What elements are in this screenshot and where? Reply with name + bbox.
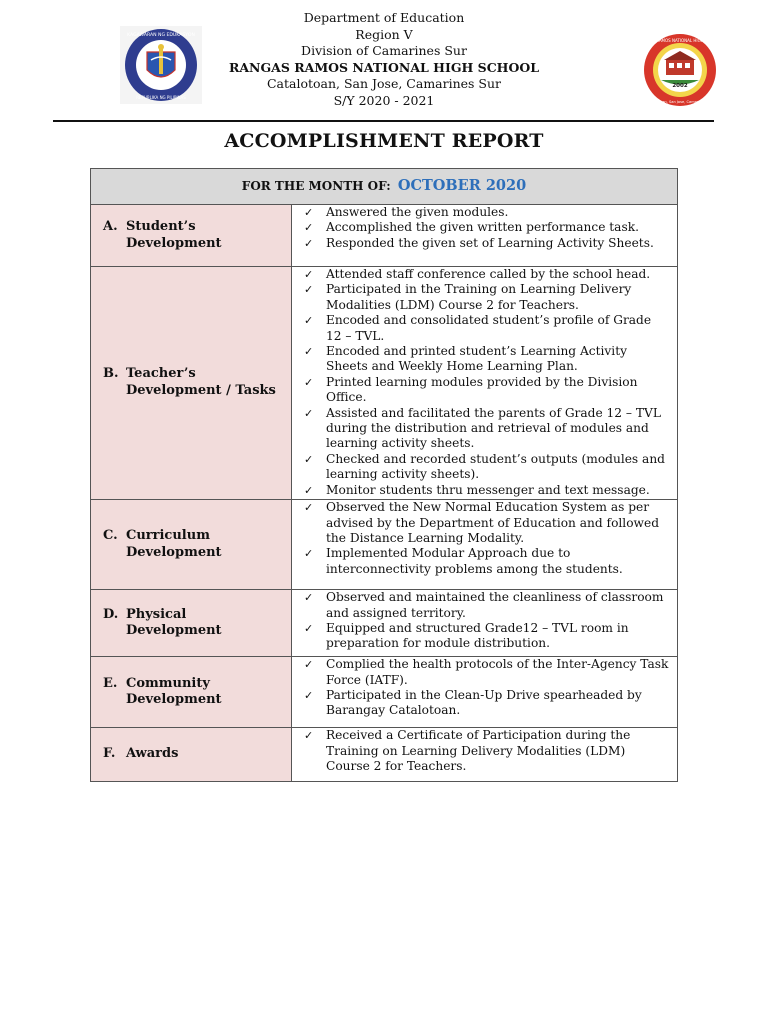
list-item	[304, 728, 669, 774]
checkmark-icon: ✓	[304, 452, 314, 466]
section-row	[91, 500, 678, 590]
list-item	[304, 546, 669, 577]
item-text: Complied the health protocols of the Inter-Agency Task Force (IATF).	[326, 657, 669, 687]
checkmark-icon: ✓	[304, 236, 314, 250]
checkmark-icon: ✓	[304, 314, 314, 328]
item-text: Encoded and printed student’s Learning Activity Sheets and Weekly Home Learning Plan.	[326, 344, 627, 374]
header-divider	[53, 120, 714, 122]
document-header	[0, 10, 768, 110]
section-letter: D.	[103, 606, 119, 622]
section-category	[91, 728, 292, 782]
list-item	[304, 313, 669, 344]
checkmark-icon: ✓	[304, 658, 314, 672]
checkmark-icon: ✓	[304, 729, 314, 743]
item-text: Printed learning modules provided by the Division Office.	[326, 374, 638, 405]
section-label: Community Development	[126, 675, 222, 708]
section-letter: A.	[103, 218, 118, 234]
item-text: Checked and recorded student’s outputs (modules and learning activity sheets).	[326, 451, 665, 482]
checklist	[304, 657, 669, 719]
item-text: Responded the given set of Learning Activity Sheets.	[326, 235, 654, 250]
region-line: Region V	[355, 26, 413, 42]
list-item	[304, 452, 669, 483]
checkmark-icon: ✓	[304, 591, 314, 605]
svg-text:2002: 2002	[672, 83, 688, 89]
school-address: Catalotoan, San Jose, Camarines Sur	[266, 76, 502, 92]
section-label: Awards	[126, 746, 179, 762]
list-item	[304, 220, 669, 235]
list-item	[304, 406, 669, 452]
checkmark-icon: ✓	[304, 268, 314, 281]
list-item	[304, 205, 669, 220]
checklist	[304, 500, 669, 577]
section-items	[292, 590, 678, 657]
item-text: Monitor students thru messenger and text message.	[326, 482, 650, 497]
section-letter: B.	[103, 366, 119, 382]
school-year: S/Y 2020 - 2021	[333, 92, 435, 108]
section-items	[292, 267, 678, 500]
checkmark-icon: ✓	[304, 621, 314, 635]
checklist	[304, 728, 669, 774]
svg-text:RANGAS RAMOS NATIONAL HIGH SCH: RANGAS RAMOS NATIONAL HIGH SCHOOL	[638, 38, 722, 43]
item-text: Observed the New Normal Education System as per advised by the Department of Education and followed the Distance Learning Modality.	[326, 500, 659, 545]
section-category	[91, 590, 292, 657]
item-text: Assisted and facilitated the parents of Grade 12 – TVL during the distribution and retrieval of modules and learning activity sheets.	[326, 405, 661, 451]
list-item	[304, 483, 669, 498]
svg-text:KAGAWARAN NG EDUKASYON: KAGAWARAN NG EDUKASYON	[127, 33, 195, 38]
checkmark-icon: ✓	[304, 206, 314, 219]
checklist	[304, 590, 669, 652]
section-row	[91, 267, 678, 500]
item-text: Implemented Modular Approach due to interconnectivity problems among the students.	[326, 546, 623, 576]
section-category	[91, 205, 292, 267]
month-row	[91, 169, 678, 205]
section-row	[91, 590, 678, 657]
division-line: Division of Camarines Sur	[301, 43, 467, 59]
accomplishment-table	[90, 168, 678, 782]
section-label: Student’s Development	[126, 218, 222, 251]
section-items	[292, 500, 678, 590]
checkmark-icon: ✓	[304, 406, 314, 420]
item-text: Equipped and structured Grade12 – TVL room in preparation for module distribution.	[326, 620, 629, 651]
section-items	[292, 205, 678, 267]
section-label: Teacher’s Development / Tasks	[126, 366, 276, 399]
section-row	[91, 657, 678, 728]
list-item	[304, 500, 669, 546]
checkmark-icon: ✓	[304, 501, 314, 515]
item-text: Accomplished the given written performance task.	[326, 220, 639, 235]
section-row	[91, 205, 678, 267]
checkmark-icon: ✓	[304, 375, 314, 389]
department-line: Department of Education	[303, 10, 465, 25]
list-item	[304, 267, 669, 282]
list-item	[304, 375, 669, 406]
checkmark-icon: ✓	[304, 483, 314, 497]
section-category	[91, 500, 292, 590]
item-text: Observed and maintained the cleanliness of classroom and assigned territory.	[326, 590, 664, 620]
section-category	[91, 657, 292, 728]
school-name: RANGAS RAMOS NATIONAL HIGH SCHOOL	[228, 59, 540, 75]
checkmark-icon: ✓	[304, 221, 314, 235]
checkmark-icon: ✓	[304, 688, 314, 702]
month-value: OCTOBER 2020	[397, 177, 527, 195]
svg-text:REPUBLIKA NG PILIPINAS: REPUBLIKA NG PILIPINAS	[136, 95, 186, 100]
svg-text:Catalotoan, San Jose, Camarine: Catalotoan, San Jose, Camarines Sur	[647, 100, 713, 104]
report-title: ACCOMPLISHMENT REPORT	[224, 130, 544, 152]
checkmark-icon: ✓	[304, 283, 314, 297]
list-item	[304, 344, 669, 375]
checklist	[304, 267, 669, 498]
list-item	[304, 236, 669, 251]
section-letter: C.	[103, 528, 118, 543]
section-letter: E.	[103, 675, 118, 691]
list-item	[304, 282, 669, 313]
item-text: Encoded and consolidated student’s profile of Grade 12 – TVL.	[326, 313, 652, 343]
month-cell	[91, 169, 678, 205]
section-category	[91, 267, 292, 500]
section-label: Curriculum Development	[126, 528, 222, 560]
item-text: Attended staff conference called by the school head.	[326, 267, 651, 281]
section-items	[292, 657, 678, 728]
checkmark-icon: ✓	[304, 547, 314, 561]
month-label: FOR THE MONTH OF:	[241, 179, 391, 194]
section-row	[91, 728, 678, 782]
section-items	[292, 728, 678, 782]
section-letter: F.	[103, 746, 116, 762]
checkmark-icon: ✓	[304, 345, 314, 359]
list-item	[304, 688, 669, 719]
item-text: Participated in the Training on Learning Delivery Modalities (LDM) Course 2 for Teachers.	[326, 282, 632, 312]
section-label: Physical Development	[126, 606, 222, 639]
list-item	[304, 590, 669, 621]
list-item	[304, 621, 669, 652]
list-item	[304, 657, 669, 688]
item-text: Participated in the Clean-Up Drive spearheaded by Barangay Catalotoan.	[326, 687, 642, 718]
checklist	[304, 205, 669, 251]
item-text: Received a Certificate of Participation during the Training on Learning Delivery Modalities (LDM) Course 2 for Teachers.	[326, 728, 631, 773]
item-text: Answered the given modules.	[326, 205, 509, 219]
